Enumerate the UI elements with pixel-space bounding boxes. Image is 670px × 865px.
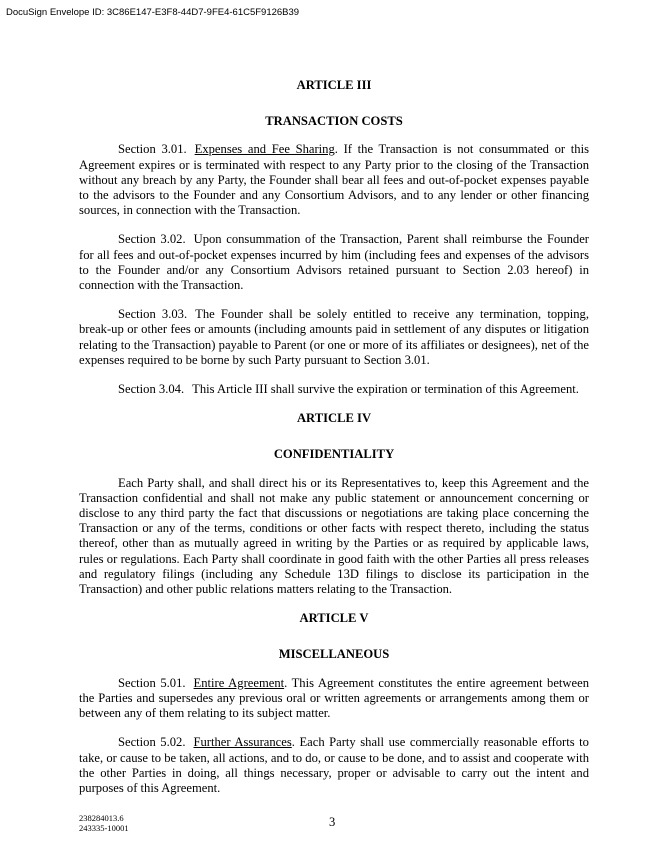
section-3-04-text: This Article III shall survive the expiration or termination of this Agreement. (192, 382, 579, 397)
section-5-01-title: Entire Agreement (193, 675, 285, 690)
section-5-02 (79, 735, 589, 796)
section-5-02-text: . Each Party shall use commercially reasonable efforts to take, or cause to be taken, all actions, and to do, or cause to be done, and to assist and cooperate with the other Parties in doing, all things necessary, proper or advisable to carry out the intent and purposes of this Agreement. (79, 735, 589, 795)
confidentiality-paragraph: Each Party shall, and shall direct his or its Representatives to, keep this Agreement and the Transaction confidential and shall not make any public statement or announcement concerning or disclose to any third party the fact that discussions or negotiations are taking place concerning the Transaction or any of the terms, conditions or other facts with respect thereto, including the status thereof, other than as mutually agreed in writing by the Parties or as required by applicable laws, rules or regulations. Each Party shall coordinate in good faith with the other Parties all press releases and regulatory filings (including any Schedule 13D filings to disclose its participation in the Transaction) and other public relations matters relating to the Transaction. (79, 475, 589, 597)
docusign-envelope-id: DocuSign Envelope ID: 3C86E147-E3F8-44D7-9FE4-61C5F9126B39 (6, 7, 300, 18)
article-5-subtitle: MISCELLANEOUS (278, 647, 390, 662)
section-3-01 (79, 142, 589, 218)
section-5-02-number: Section 5.02. (118, 735, 186, 750)
section-5-01-text: . This Agreement constitutes the entire agreement between the Parties and supersedes any previous oral or written agreements or arrangements among them or between any of them relating to its subject matter. (79, 675, 589, 721)
document-body (79, 78, 589, 810)
footer-doc-id-line-2: 243335-10001 (79, 823, 129, 833)
section-3-01-text: . If the Transaction is not consummated or this Agreement expires or is terminated with respect to any Party prior to the closing of the Transaction without any breach by any Party, the Founder shall bear all fees and out-of-pocket expenses payable to the advisors to the Founder and any Consortium Advisors, and to any lender or other financing sources, in connection with the Transaction. (79, 142, 589, 218)
article-4-subtitle: CONFIDENTIALITY (273, 447, 395, 462)
page-number: 3 (329, 815, 336, 829)
section-3-02-number: Section 3.02. (118, 232, 186, 247)
section-3-02-text: Upon consummation of the Transaction, Parent shall reimburse the Founder for all fees and out-of-pocket expenses incurred by him (including fees and expenses of the advisors to the Founder and/or any Consortium Advisors retained pursuant to Section 2.03 hereof) in connection with the Transaction. (79, 232, 589, 293)
footer-document-id (79, 813, 129, 833)
section-3-04 (79, 382, 589, 397)
section-3-01-title: Expenses and Fee Sharing (194, 142, 335, 157)
footer-doc-id-line-1: 238284013.6 (79, 813, 124, 823)
section-5-02-title: Further Assurances (193, 735, 292, 750)
article-5-title: ARTICLE V (299, 611, 369, 626)
section-5-01-number: Section 5.01. (118, 675, 186, 690)
section-3-04-number: Section 3.04. (118, 382, 185, 397)
section-3-03-text: The Founder shall be solely entitled to receive any termination, topping, break-up or other fees or amounts (including amounts paid in settlement of any disputes or litigation relating to the Transaction) payable to Parent (or one or more of its affiliates or designees), net of the expenses required to be borne by such Party pursuant to Section 3.01. (79, 307, 589, 367)
article-3-title: ARTICLE III (296, 78, 372, 92)
section-3-01-number: Section 3.01. (118, 142, 187, 157)
article-3-subtitle: TRANSACTION COSTS (265, 114, 403, 129)
article-4-title: ARTICLE IV (296, 411, 372, 426)
section-3-03 (79, 307, 589, 368)
section-3-03-number: Section 3.03. (118, 307, 188, 322)
section-5-01 (79, 676, 589, 722)
section-3-02 (79, 232, 589, 293)
